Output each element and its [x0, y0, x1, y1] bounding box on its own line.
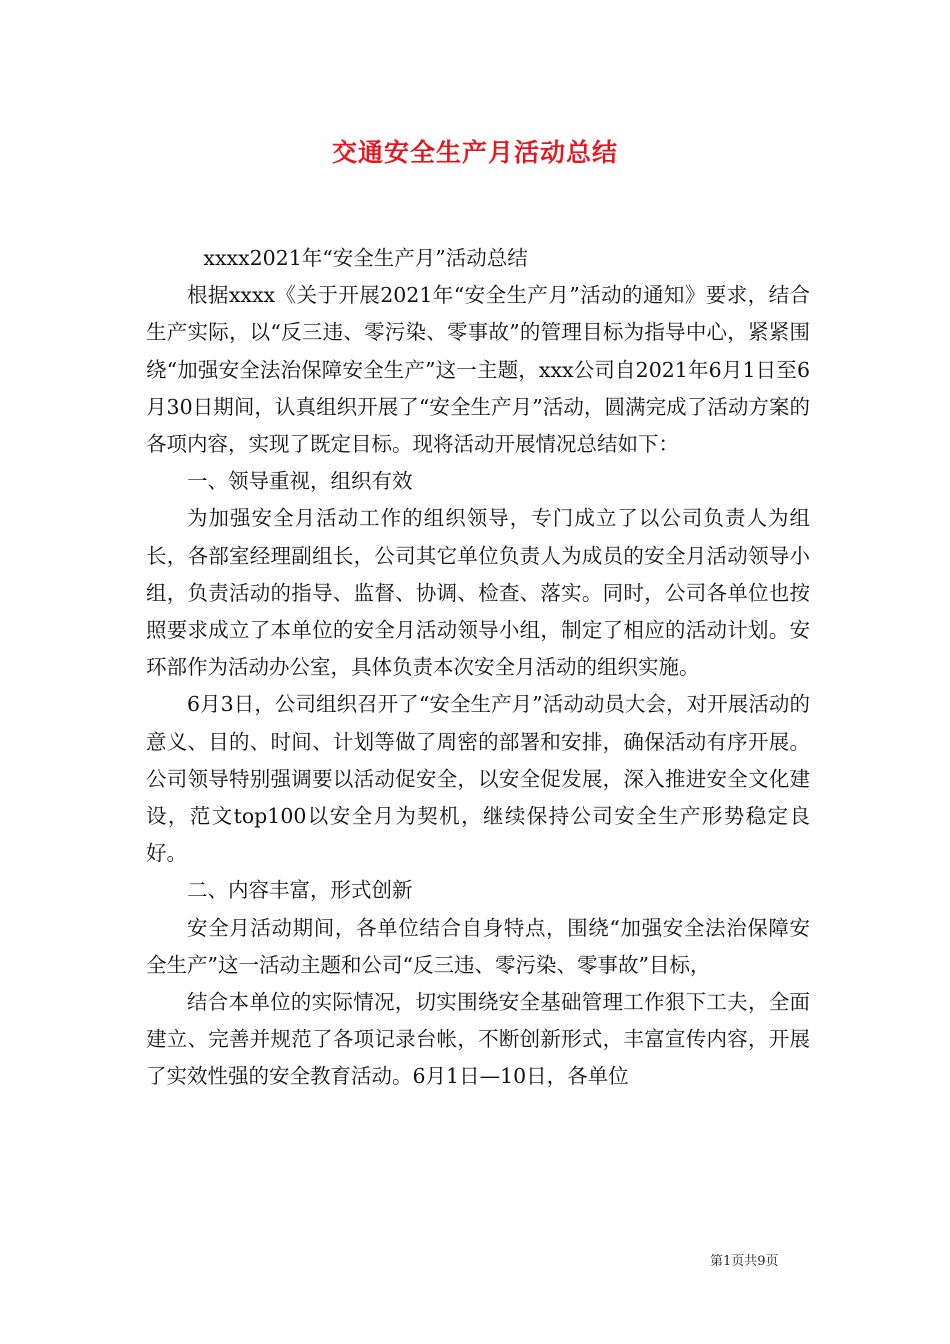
paragraph-intro: 根据xxxx《关于开展2021年“安全生产月”活动的通知》要求，结合生产实际，以“反三违、零污染、零事故”的管理目标为指导中心，紧紧围绕“加强安全法治保障安全生产”这一主题，xxx公司自2021年6月1日至6月30日期间，认真组织开展了“安全生产月”活动，圆满完成了活动方案的各项内容，实现了既定目标。现将活动开展情况总结如下：: [146, 283, 810, 457]
paragraph-content-continued: 结合本单位的实际情况，切实围绕安全基础管理工作狠下工夫，全面建立、完善并规范了各项记录台帐，不断创新形式，丰富宣传内容，开展了实效性强的安全教育活动。6月1日—10日，各单位: [146, 990, 810, 1089]
section-heading-1: 一、领导重视，组织有效: [187, 469, 413, 494]
paragraph-mobilization: 6月3日，公司组织召开了“安全生产月”活动动员大会，对开展活动的意义、目的、时间、计划等做了周密的部署和安排，确保活动有序开展。公司领导特别强调要以活动促安全，以安全促发展，深入推进安全文化建设，范文top100以安全月为契机，继续保持公司安全生产形势稳定良好。: [146, 692, 810, 866]
page-number-footer: 第1页共9页: [710, 1254, 779, 1269]
paragraph-content: 安全月活动期间，各单位结合自身特点，围绕“加强安全法治保障安全生产”这一活动主题和公司“反三违、零污染、零事故”目标，: [146, 915, 810, 977]
subtitle-line: xxxx2021年“安全生产月”活动总结: [203, 246, 528, 270]
document-title: 交通安全生产月活动总结: [331, 138, 618, 167]
document-body: [146, 240, 810, 1096]
paragraph-organization: 为加强安全月活动工作的组织领导，专门成立了以公司负责人为组长，各部室经理副组长，公司其它单位负责人为成员的安全月活动领导小组，负责活动的指导、监督、协调、检查、落实。同时，公司各单位也按照要求成立了本单位的安全月活动领导小组，制定了相应的活动计划。安环部作为活动办公室，具体负责本次安全月活动的组织实施。: [146, 506, 810, 680]
section-heading-2: 二、内容丰富，形式创新: [187, 878, 413, 903]
